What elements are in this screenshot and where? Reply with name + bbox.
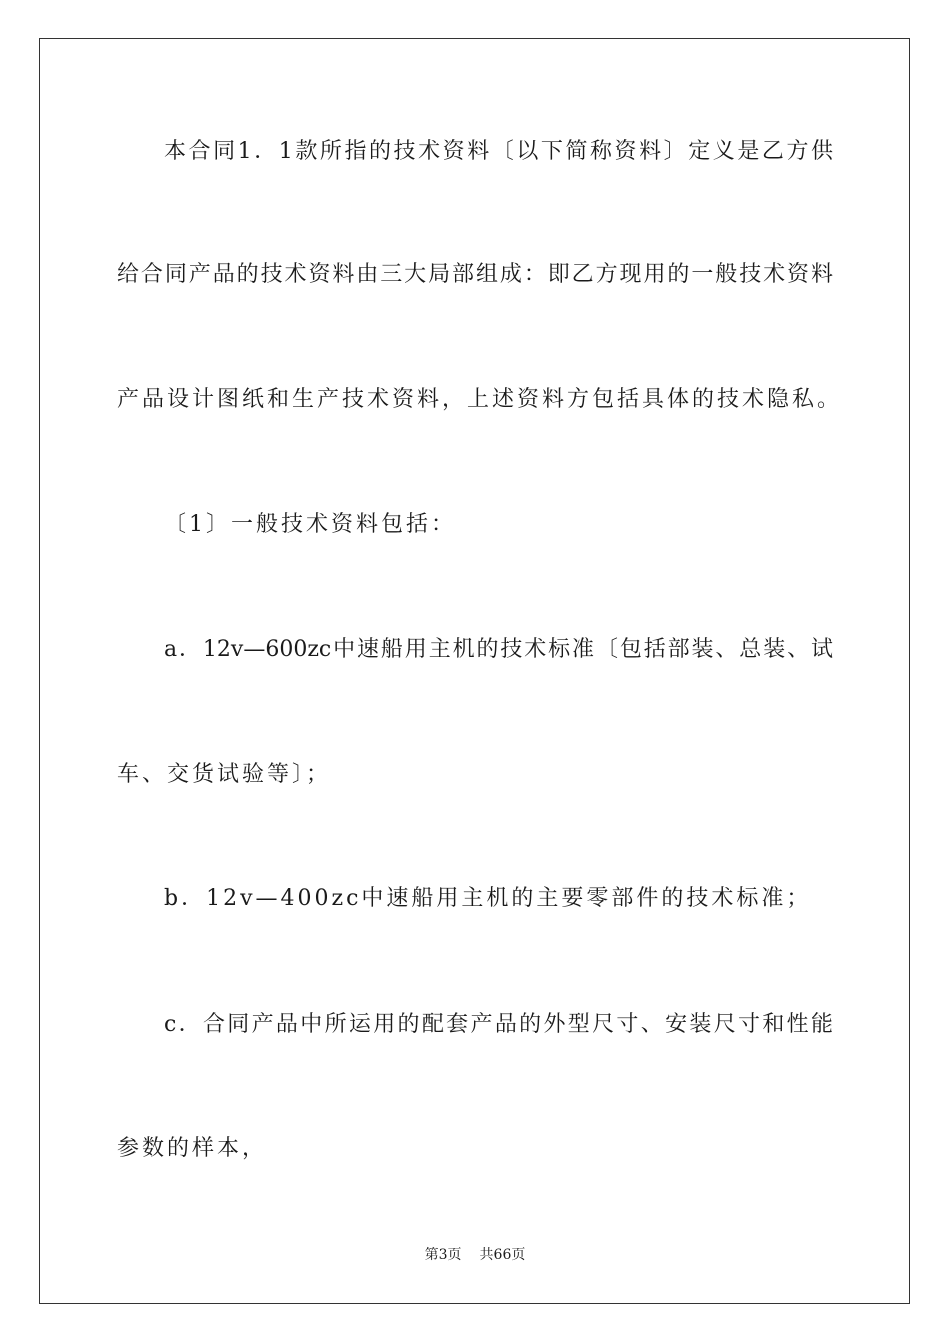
paragraph-line-7: b．12v—400zc中速船用主机的主要零部件的技术标准； xyxy=(164,886,812,911)
paragraph-line-1: 本合同1．1款所指的技术资料〔以下简称资料〕定义是乙方供 xyxy=(164,139,833,164)
paragraph-line-5: a．12v—600zc中速船用主机的技术标准〔包括部装、总装、试 xyxy=(164,637,833,662)
page-number: 第3页 xyxy=(424,1247,462,1263)
page-border xyxy=(39,38,910,1304)
paragraph-line-9: 参数的样本， xyxy=(117,1136,268,1161)
page-footer xyxy=(0,1244,950,1264)
paragraph-line-4: 〔1〕一般技术资料包括： xyxy=(164,512,456,537)
paragraph-line-6: 车、交货试验等〕； xyxy=(117,762,332,787)
paragraph-line-8: c．合同产品中所运用的配套产品的外型尺寸、安装尺寸和性能 xyxy=(164,1012,833,1037)
page-total: 共66页 xyxy=(479,1247,526,1263)
paragraph-line-2: 给合同产品的技术资料由三大局部组成：即乙方现用的一般技术资料 xyxy=(117,262,833,287)
paragraph-line-3: 产品设计图纸和生产技术资料，上述资料方包括具体的技术隐私。 xyxy=(117,387,843,412)
